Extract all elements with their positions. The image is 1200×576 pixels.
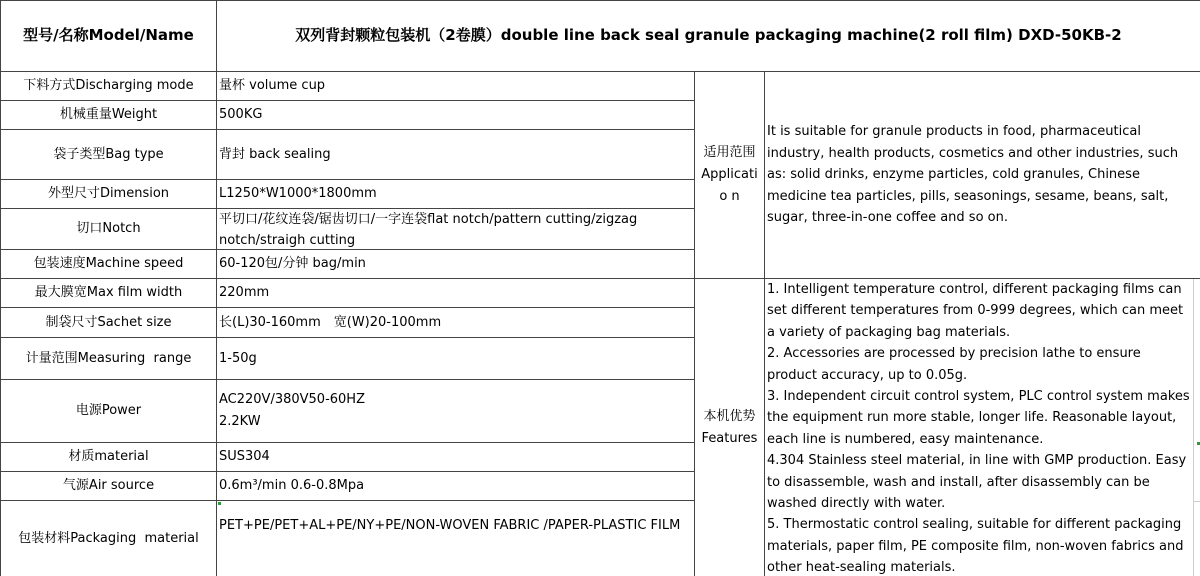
grid-divider [1193,279,1194,576]
spec-label-cell [0,472,217,501]
spec-label-notch: 切口Notch [76,221,141,237]
spec-value-sachet-size: 长(L)30-160mm 宽(W)20-100mm [219,314,442,330]
spec-value-measuring-range: 1-50g [219,350,257,366]
spec-value-cell [217,279,695,308]
spec-value-cell [217,501,695,576]
spec-value-cell [217,130,695,180]
spec-label-weight: 机械重量Weight [59,107,158,123]
spec-label-cell [0,279,217,308]
spec-value-cell [217,472,695,501]
feature-item: 3. Independent circuit control system, PLC control system makes the equipment run more stable, longer life. Reasonable layout, each line is numbered, easy maintenance. [767,389,1190,447]
spec-value-material: SUS304 [219,449,270,465]
spec-value-packaging-material: PET+PE/PET+AL+PE/NY+PE/NON-WOVEN FABRIC /PAPER-PLASTIC FILM [219,518,681,533]
spec-label-cell [0,501,217,576]
spec-label-cell [0,209,217,250]
spec-value-power-voltage: AC220V/380V50-60HZ [219,392,365,407]
spec-label-cell [0,101,217,130]
application-label-cn: 适用范围 [703,145,756,160]
feature-item: 5. Thermostatic control sealing, suitable for different packaging materials, paper film, PE composite film, non-woven fabrics and other heat-sealing materials. [767,517,1184,576]
spec-label-material: 材质material [68,449,149,465]
features-label-cn: 本机优势 [703,408,756,424]
spec-value-dimension: L1250*W1000*1800mm [219,186,377,202]
spec-value-weight: 500KG [219,107,263,123]
spec-value-cell [217,72,695,101]
spec-value-notch: 平切口/花纹连袋/锯齿切口/一字连袋flat notch/pattern cutting/zigzag notch/straigh cutting [219,212,638,248]
spec-value-cell [217,101,695,130]
features-label-en: Features [701,430,758,446]
spec-value-cell [217,443,695,472]
spec-label-power: 电源Power [75,403,142,419]
spec-label-bag-type: 袋子类型Bag type [53,146,164,162]
application-text-cell [765,72,1200,279]
spec-value-cell [217,209,695,250]
spec-label-cell [0,443,217,472]
features-text-cell [765,279,1193,576]
spec-label-cell [0,180,217,209]
spec-label-machine-speed: 包装速度Machine speed [33,256,184,272]
spec-label-measuring-range: 计量范围Measuring range [25,350,192,366]
spec-label-cell [0,130,217,180]
spec-label-cell [0,72,217,101]
spec-label-packaging-material: 包装材料Packaging material [18,530,199,546]
spec-label-dimension: 外型尺寸Dimension [47,186,170,202]
application-label-en: Applicatio n [701,167,758,204]
spec-label-sachet-size: 制袋尺寸Sachet size [45,314,172,330]
feature-item: 4.304 Stainless steel material, in line with GMP production. Easy to disassemble, wash and install, after disassembly can be washed directly with water. [767,453,1187,512]
header-value-cell [217,0,1200,72]
header-label: 型号/名称Model/Name [23,26,194,45]
spec-label-cell [0,250,217,279]
spec-value-power-kw: 2.2KW [219,413,261,429]
spec-value-discharging-mode: 量杯 volume cup [219,78,326,94]
features-label-cell [695,279,765,576]
spec-value-cell [217,250,695,279]
spec-value-max-film-width: 220mm [219,285,270,301]
spec-value-bag-type: 背封 back sealing [219,146,331,162]
spec-label-cell [0,338,217,380]
spec-label-cell [0,308,217,338]
header-value: 双列背封颗粒包装机（2卷膜）double line back seal granule packaging machine(2 roll film) DXD-50KB-2 [295,26,1122,45]
spec-value-cell [217,180,695,209]
cell-marker [218,502,221,505]
application-label-cell [695,72,765,279]
spec-label-discharging-mode: 下料方式Discharging mode [23,78,194,94]
spec-value-cell [217,380,695,443]
spec-value-cell [217,338,695,380]
spec-value-cell [217,308,695,338]
feature-item: 2. Accessories are processed by precision lathe to ensure product accuracy, up to 0.05g. [767,346,1141,383]
spec-label-max-film-width: 最大膜宽Max film width [34,285,183,301]
application-text: It is suitable for granule products in food, pharmaceutical industry, health products, cosmetics and other industries, such as: solid drinks, enzyme particles, cold granules, Chinese medicine tea particles, pills, seasonings, sesame, beans, salt, sugar, three-in-one coffee and so on. [767,124,1179,226]
grid-divider [1193,501,1200,502]
spec-value-air-source: 0.6m³/min 0.6-0.8Mpa [219,478,365,494]
spec-label-air-source: 气源Air source [62,478,155,494]
spec-label-cell [0,380,217,443]
feature-item: 1. Intelligent temperature control, different packaging films can set different temperatures from 0-999 degrees, which can meet a variety of packaging bag materials. [767,282,1184,340]
spec-value-machine-speed: 60-120包/分钟 bag/min [219,256,366,272]
header-label-cell [0,0,217,72]
